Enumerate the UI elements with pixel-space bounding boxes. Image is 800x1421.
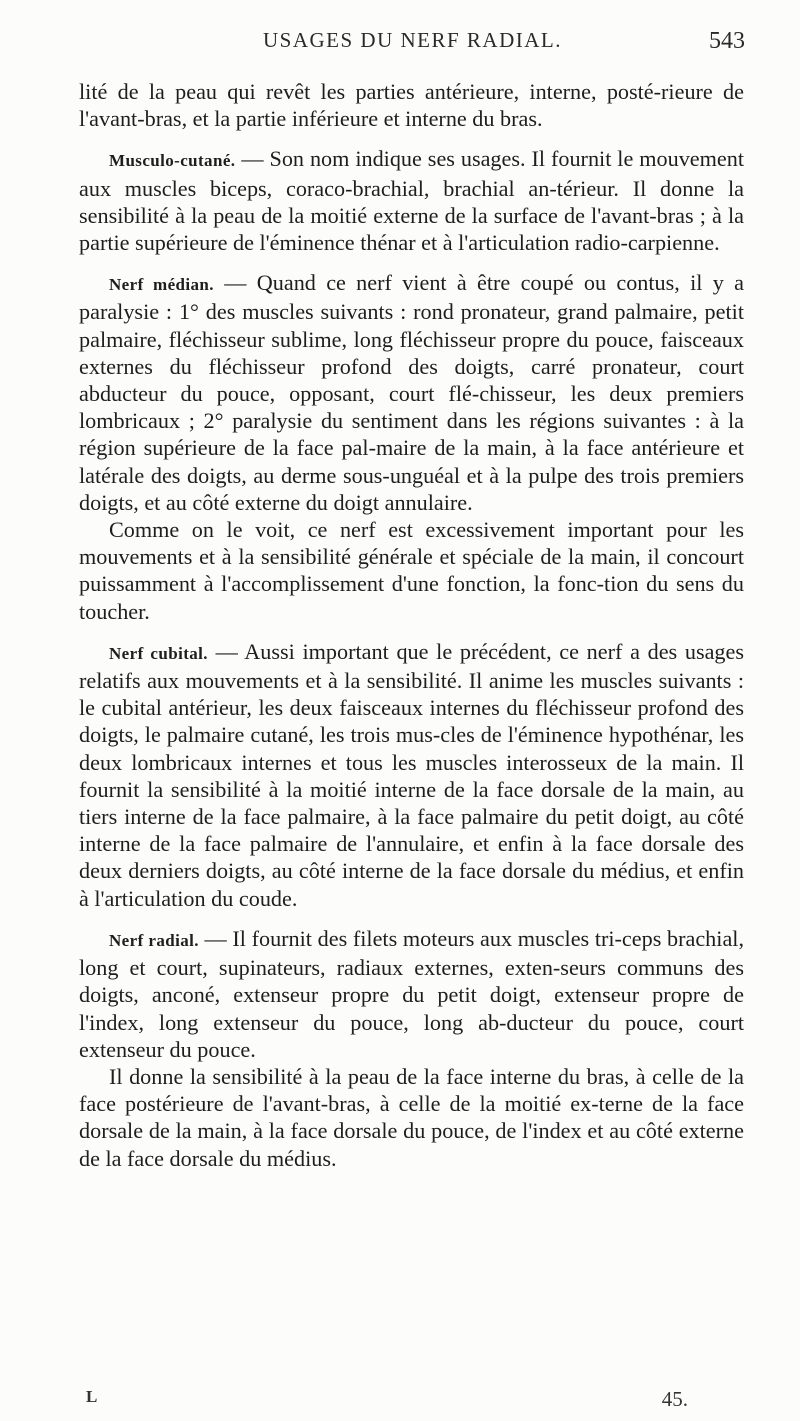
paragraph-text: Comme on le voit, ce nerf est excessivement important pour les mouvements et à la sensibilité générale et spéciale de la main, il concourt puissamment à l'accomplissement d'une fonction, la fonc-tion du sens du toucher.: [79, 517, 744, 624]
section-heading-musculo-cutane: Musculo-cutané.: [109, 151, 236, 171]
page-header: [80, 22, 745, 62]
signature-number: 45.: [661, 1387, 688, 1411]
paragraph-text: lité de la peau qui revêt les parties antérieure, interne, posté-rieure de l'avant-bras, et la partie inférieure et interne du bras.: [79, 79, 744, 132]
paragraph-skin-continuation: [79, 78, 744, 132]
paragraph-median-importance: [79, 516, 744, 625]
running-head: USAGES DU NERF RADIAL.: [262, 28, 563, 52]
paragraph-text: Il donne la sensibilité à la peau de la face interne du bras, à celle de la face postérieure de l'avant-bras, à celle de la moitié ex-terne de la face dorsale de la main, à la face dorsale du pouce, de l'index et au côté externe de la face dorsale du médius.: [79, 1063, 744, 1171]
paragraph-text: — Aussi important que le précédent, ce nerf a des usages relatifs aux mouvements et à la sensibilité. Il anime les muscles suivants : le cubital antérieur, les deux faisceaux internes du fléchisseur profond des doigts, le palmaire cutané, les trois mus-cles de l'éminence hypothénar, les deux lombricaux internes et tous les muscles interosseux de la main. Il fournit la sensibilité à la moitié interne de la face dorsale de la main, au tiers interne de la face palmaire, à la face palmaire du petit doigt, au côté interne de la face palmaire de l'annulaire, et enfin à la face dorsale des deux derniers doigts, au côté interne de la face dorsale du médius, et enfin à l'articulation du coude.: [79, 638, 745, 911]
section-heading-nerf-median: Nerf médian.: [109, 275, 214, 295]
paragraph-nerf-radial: [79, 925, 744, 1063]
paragraph-nerf-cubital: [79, 638, 744, 912]
section-heading-nerf-cubital: Nerf cubital.: [109, 643, 208, 663]
paragraph-musculo-cutane: [79, 145, 744, 256]
paragraph-nerf-median: [79, 269, 744, 516]
body-text: [79, 78, 744, 1172]
section-heading-nerf-radial: Nerf radial.: [109, 930, 199, 950]
paragraph-text: — Il fournit des filets moteurs aux muscles tri-ceps brachial, long et court, supinateurs, radiaux externes, exten-seurs communs des doigts, anconé, extenseur propre du petit doigt, extenseur propre de l'index, long extenseur du pouce, long ab-ducteur du pouce, court extenseur du pouce.: [79, 925, 745, 1062]
paragraph-radial-sensibility: [79, 1063, 744, 1172]
signature-mark: L: [86, 1387, 98, 1406]
paragraph-text: — Quand ce nerf vient à être coupé ou contus, il y a paralysie : 1° des muscles suivants : rond pronateur, grand palmaire, petit palmaire, fléchisseur sublime, long fléchisseur propre du pouce, faisceaux externes du fléchisseur profond des doigts, carré pronateur, court abducteur du pouce, opposant, court flé-chisseur, les deux premiers lombricaux ; 2° paralysie du sentiment dans les régions suivantes : à la région supérieure de la face pal-maire de la main, à la face antérieure et latérale des doigts, au derme sous-unguéal et à la pulpe des trois premiers doigts, et au côté externe du doigt annulaire.: [79, 270, 745, 515]
page-number: 543: [709, 28, 745, 54]
paragraph-text: — Son nom indique ses usages. Il fournit le mouvement aux muscles biceps, coraco-brachial, brachial an-térieur. Il donne la sensibilité à la peau de la moitié externe de la surface de l'avant-bras ; à la partie supérieure de l'éminence thénar et à l'articulation radio-carpienne.: [79, 146, 744, 256]
page-footer: [86, 1387, 688, 1417]
